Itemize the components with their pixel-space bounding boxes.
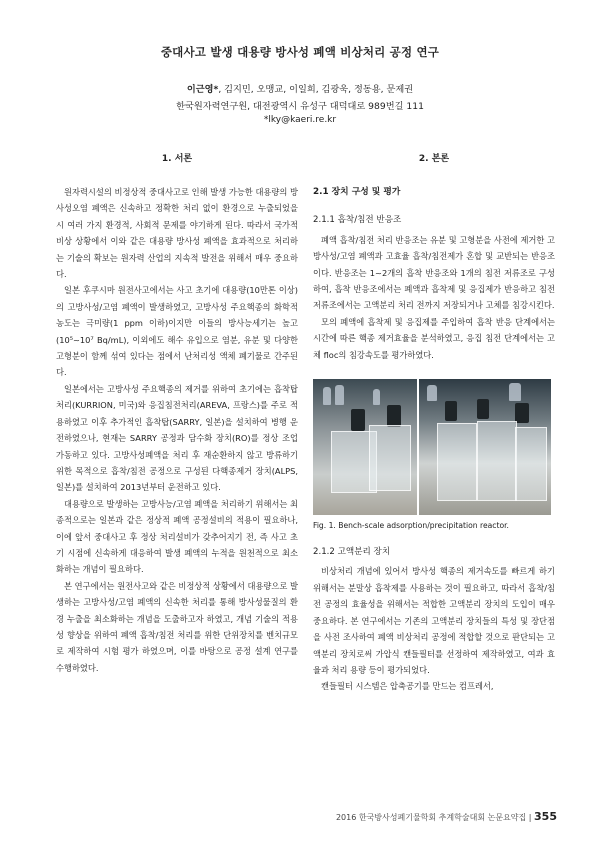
author-email: *lky@kaeri.re.kr [263, 115, 337, 125]
footer-separator: | [528, 813, 532, 822]
affiliation: 한국원자력연구원, 대전광역시 유성구 대덕대로 989번길 111 [176, 101, 424, 112]
reactor-photo-left [313, 379, 417, 515]
figure-caption: Fig. 1. Bench-scale adsorption/precipitation reactor. [313, 521, 509, 531]
lead-author: 이근영* [186, 84, 219, 95]
separation-paragraph: 비상처리 개념에 있어서 방사성 핵종의 제거속도를 빠르게 하기 위해서는 분말상 흡착제를 사용하는 것이 필요하고, 따라서 흡착/침전 공정의 효율성을 위해서는 적합한 고액분리 장치의 도입이 매우 중요하다. 본 연구에서는 기존의 고액분리 장치들의 특성 및 장단점을 사전 조사하여 폐액 비상처리 공정에 적합할 것으로 판단되는 고액분리 장치로써 가압식 캔들필터를 선정하여 제작하였고, 여과 효율과 처리 용량 등이 평가되었다. [313, 566, 555, 675]
page-footer [313, 810, 557, 823]
subsubsection-heading-separation: 2.1.2 고액분리 장치 [313, 547, 391, 558]
intro-paragraph: 일본 후쿠시마 원전사고에서는 사고 초기에 대용량(10만톤 이상)의 고방사성/고염 폐액이 발생하였고, 고방사성 주요핵종의 화학적 농도는 극미량(1 ppm 이하)이지만 이들의 방사능세기는 높고 (10⁵~10⁷ Bq/mL), 이외에도 해수 유입으로 염분, 유분 및 다양한 고형분이 함께 섞여 있다는 점에서 난처리성 액체 폐기물로 간주된다. [56, 285, 298, 378]
intro-paragraph: 대용량으로 발생하는 고방사능/고염 폐액을 처리하기 위해서는 최종적으로는 일본과 같은 정상적 폐액 공정설비의 적용이 필요하나, 이에 앞서 중대사고 후 정상 처리설비가 갖추어지기 전, 즉 사고 초기 시점에 신속하게 대응하여 발생 폐액의 누적을 원천적으로 최소화하는 개념이 필요하다. [56, 498, 298, 575]
section-heading-main: 2. 본론 [418, 154, 450, 164]
paper-title: 중대사고 발생 대용량 방사성 폐액 비상처리 공정 연구 [160, 45, 440, 59]
author-list [0, 81, 600, 95]
reactor-paragraph: 모의 폐액에 흡착제 및 응집제를 주입하여 흡착 반응 단계에서는 시간에 따른 핵종 제거효율을 분석하였고, 응집 침전 단계에서는 고체 floc의 침강속도를 평가하였다. [313, 316, 555, 360]
figure-reactor-photos [313, 379, 551, 515]
separation-paragraph: 캔들필터 시스템은 압축공기를 만드는 컴프레서, [321, 681, 494, 692]
left-column [56, 148, 298, 676]
intro-paragraph: 원자력시설의 비정상적 중대사고로 인해 발생 가능한 대용량의 방사성오염 폐액은 신속하고 정확한 처리 없이 환경으로 누출되었을 시 여러 가지 환경적, 사회적 문제를 야기하게 된다. 따라서 국가적 비상 상황에서 이와 같은 대용량 방사성 폐액을 효과적으로 처리하는 기술의 확보는 원자력 산업의 지속적 발전을 위해서 매우 중요하다. [56, 187, 298, 280]
co-authors: , 김지민, 오맹교, 이일희, 김광욱, 정동용, 문제권 [218, 84, 414, 95]
footer-proceedings: 2016 한국방사성폐기물학회 추계학술대회 논문요약집 [335, 813, 527, 822]
page-number: 355 [534, 810, 557, 823]
intro-paragraph: 본 연구에서는 원전사고와 같은 비정상적 상황에서 대용량으로 발생하는 고방사성/고염 폐액의 신속한 처리를 통해 방사성물질의 환경 누출을 최소화하는 개념을 도출하고자 하였고, 개념 기술의 적용성 향상을 위하여 폐액 흡착/침전 처리를 위한 단위장치를 벤치규모로 제작하여 시험 평가 하였으며, 이를 바탕으로 공정 설계 연구를 수행하였다. [56, 580, 298, 673]
subsubsection-heading-reactor: 2.1.1 흡착/침전 반응조 [313, 215, 402, 226]
right-column [313, 148, 555, 695]
intro-paragraph: 일본에서는 고방사성 주요핵종의 제거를 위하여 초기에는 흡착탑 처리(KURRION, 미국)와 응집침전처리(AREVA, 프랑스)를 주로 적용하였고 이후 추가적인 흡착탑(SARRY, 일본)을 설치하여 병행 운전하였으나, 현재는 SARRY 공정과 담수화 장치(RO)를 정상 조업 가동하고 있다. 고방사성폐액을 처리 후 재순환하지 않고 방류하기 위한 목적으로 흡착/침전 공정으로 구성된 다핵종제거 장치(ALPS, 일본)를 설치하여 2013년부터 운전하고 있다. [56, 383, 298, 493]
section-heading-introduction: 1. 서론 [161, 154, 193, 164]
subsection-heading: 2.1 장치 구성 및 평가 [313, 187, 401, 197]
reactor-paragraph: 폐액 흡착/침전 처리 반응조는 유분 및 고형분을 사전에 제거한 고방사성/고염 폐액과 고효율 흡착/침전제가 혼합 및 교반되는 반응조이다. 반응조는 1~2개의 흡착 반응조와 1개의 침전 저류조로 구성하여, 흡착 반응조에서는 폐액과 흡착제 및 응집제가 반응하고 침전 저류조에서는 고액분리 처리 전까지 저장되거나 고체를 침강시킨다. [313, 234, 555, 311]
reactor-photo-right [419, 379, 551, 515]
